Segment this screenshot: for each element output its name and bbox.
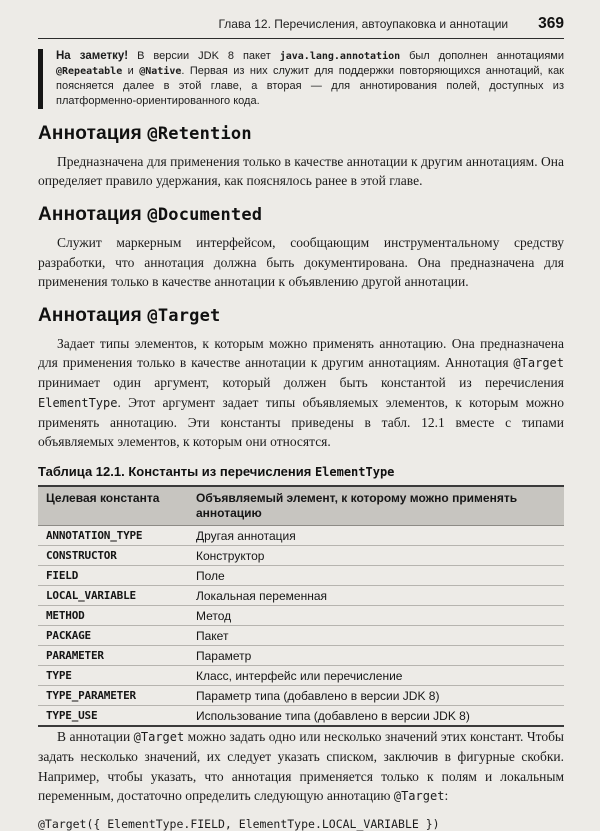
table-row (38, 626, 564, 646)
text-run: был дополнен аннотациями (400, 50, 564, 62)
element-cell: Параметр (188, 646, 564, 666)
table-row (38, 586, 564, 606)
section-title-target (38, 305, 564, 327)
col-header-constant: Целевая константа (38, 486, 188, 526)
element-cell: Другая аннотация (188, 526, 564, 546)
title-text: Аннотация (38, 305, 148, 327)
text-run: : (444, 787, 449, 803)
text-run: . Этот аргумент задает типы объявляемых элементов, к которым можно применять аннотацию. Эти константы приведены в табл. 12.1 вместе с типами объявляемых элементов, к которым они относятся. (38, 394, 564, 450)
text-run: можно задать одно или несколько значений этих констант. Чтобы задать несколько значений, их следует указать списком, заключив в фигурные скобки. Например, чтобы указать, что аннотация применяется только к полям и локальным переменным, достаточно определить следующую аннотацию (38, 729, 565, 803)
element-cell: Метод (188, 606, 564, 626)
constant-cell: TYPE (38, 666, 188, 686)
constant-cell: CONSTRUCTOR (38, 546, 188, 566)
constant-cell: ANNOTATION_TYPE (38, 526, 188, 546)
note-text (56, 49, 564, 109)
text-run: и (122, 65, 140, 77)
inline-code: @Target (513, 356, 564, 371)
constant-cell: TYPE_PARAMETER (38, 686, 188, 706)
closing-paragraph (38, 727, 564, 806)
constant-cell: PACKAGE (38, 626, 188, 646)
table-caption (38, 464, 564, 479)
element-cell: Параметр типа (добавлено в версии JDK 8) (188, 686, 564, 706)
table-row (38, 646, 564, 666)
note-box (38, 49, 564, 109)
inline-code: @Repeatable (56, 66, 123, 77)
element-cell: Конструктор (188, 546, 564, 566)
note-label: На заметку! (56, 50, 129, 62)
title-code: @Documented (147, 205, 263, 226)
element-cell: Пакет (188, 626, 564, 646)
text-run: Задает типы элементов, к которым можно применять аннотацию. Она предназначена для применения только в качестве аннотации к другим аннотациям. Аннотация (38, 336, 564, 371)
header-rule (38, 38, 564, 39)
text-run: . Первая из них служит для поддержки повторяющихся аннотаций, как поясняется далее в этой главе, а вторая — для аннотирования полей, доступных из платформенно-ориентированного кода. (56, 65, 564, 107)
constant-cell: FIELD (38, 566, 188, 586)
text-run: В версии JDK 8 пакет (137, 50, 280, 62)
note-bar (38, 49, 43, 109)
title-code: @Target (147, 306, 221, 327)
element-cell: Поле (188, 566, 564, 586)
page-number: 369 (538, 15, 564, 32)
section-title-retention (38, 123, 564, 145)
text-run: В аннотации (57, 729, 134, 745)
documented-paragraph: Служит маркерным интерфейсом, сообщающим инструментальному средству разработки, что аннотация должна быть документирована. Она предназначена для применения только в качестве аннотации к объявлению другой аннотации. (38, 235, 564, 289)
running-head (38, 15, 564, 33)
table-row (38, 666, 564, 686)
element-cell: Использование типа (добавлено в версии JDK 8) (188, 706, 564, 727)
inline-code: java.lang.annotation (279, 51, 401, 62)
title-text: Аннотация (38, 204, 148, 226)
table-header-row (38, 486, 564, 526)
constant-cell: METHOD (38, 606, 188, 626)
text-run: принимает один аргумент, который должен быть константой из перечисления (38, 375, 564, 391)
caption-code: ElementType (314, 465, 395, 480)
target-paragraph (38, 334, 564, 451)
table-row (38, 606, 564, 626)
inline-code: @Target (393, 788, 445, 803)
table-row (38, 706, 564, 727)
inline-code: ElementType (38, 395, 118, 410)
table-row (38, 526, 564, 546)
element-type-table (38, 485, 564, 727)
table-row (38, 546, 564, 566)
element-cell: Локальная переменная (188, 586, 564, 606)
element-cell: Класс, интерфейс или перечисление (188, 666, 564, 686)
retention-paragraph: Предназначена для применения только в качестве аннотации к другим аннотациям. Она определяет правило удержания, как пояснялось ранее в этой главе. (38, 154, 564, 189)
col-header-element: Объявляемый элемент, к которому можно применять аннотацию (188, 486, 564, 526)
constant-cell: TYPE_USE (38, 706, 188, 727)
section-title-documented (38, 204, 564, 226)
constant-cell: LOCAL_VARIABLE (38, 586, 188, 606)
inline-code: @Target (133, 730, 185, 745)
constant-cell: PARAMETER (38, 646, 188, 666)
code-example: @Target({ ElementType.FIELD, ElementType.LOCAL_VARIABLE }) (38, 817, 440, 831)
title-code: @Retention (147, 124, 252, 144)
table-row (38, 686, 564, 706)
caption-text: Таблица 12.1. Константы из перечисления (38, 464, 315, 480)
chapter-title: Глава 12. Перечисления, автоупаковка и аннотации (218, 17, 509, 31)
inline-code: @Native (139, 66, 182, 77)
table-row (38, 566, 564, 586)
title-text: Аннотация (38, 123, 148, 144)
